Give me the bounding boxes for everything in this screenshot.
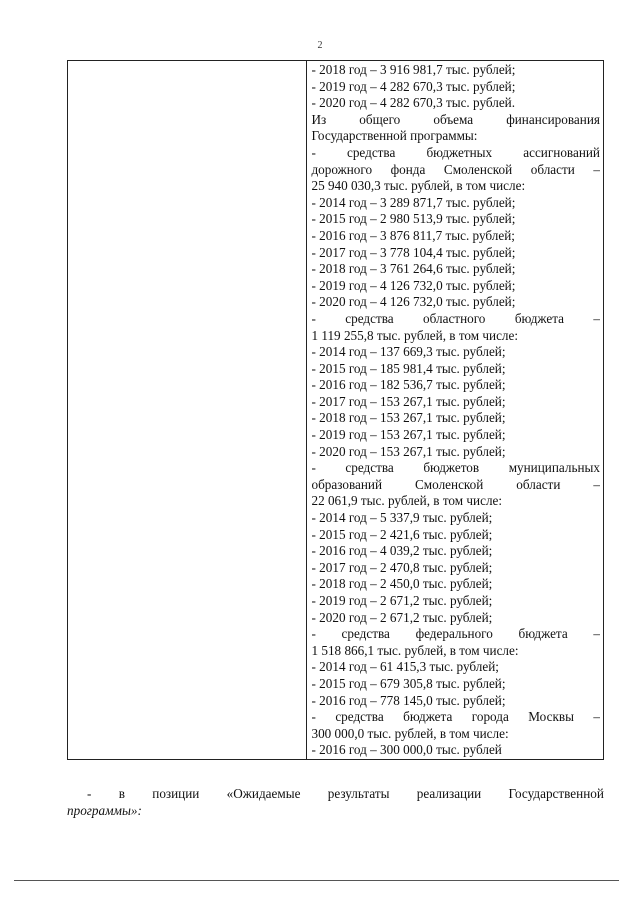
content-line <box>311 112 600 129</box>
content-line <box>311 460 600 477</box>
content-word: финансирования <box>506 111 600 127</box>
content-word: области <box>516 476 561 492</box>
content-word: объема <box>433 111 474 127</box>
amendment-word: в <box>118 786 125 801</box>
content-line: - 2016 год – 182 536,7 тыс. рублей; <box>311 377 506 393</box>
content-word: дорожного <box>311 161 373 177</box>
content-line: - 2016 год – 778 145,0 тыс. рублей; <box>311 692 506 708</box>
content-line: - 2020 год – 4 126 732,0 тыс. рублей; <box>311 294 516 310</box>
content-line: - 2017 год – 2 470,8 тыс. рублей; <box>311 559 493 575</box>
amendment-line-1 <box>67 786 604 803</box>
content-line <box>311 477 600 494</box>
amendment-word: результаты <box>327 786 390 801</box>
content-word: - <box>311 626 316 642</box>
content-word: фонда <box>390 161 426 177</box>
content-word: бюджета <box>514 310 564 326</box>
content-line: - 2015 год – 185 981,4 тыс. рублей; <box>311 360 506 376</box>
content-line: - 2015 год – 2 421,6 тыс. рублей; <box>311 526 493 542</box>
content-word: областного <box>423 310 486 326</box>
content-line <box>311 311 600 328</box>
position-name-cell <box>68 61 307 760</box>
content-word: ассигнований <box>523 144 600 160</box>
content-word: бюджета <box>518 626 568 642</box>
content-line: 25 940 030,3 тыс. рублей, в том числе: <box>311 178 526 194</box>
content-word: федерального <box>415 626 493 642</box>
content-line: 1 518 866,1 тыс. рублей, в том числе: <box>311 642 519 658</box>
content-line: - 2014 год – 137 669,3 тыс. рублей; <box>311 344 506 360</box>
content-line: - 2019 год – 4 126 732,0 тыс. рублей; <box>311 277 516 293</box>
content-line <box>311 162 600 179</box>
amendment-word: позиции <box>152 786 200 801</box>
content-line: - 2020 год – 2 671,2 тыс. рублей; <box>311 609 493 625</box>
content-word: средства <box>345 310 394 326</box>
amendment-word: Государственной <box>508 786 604 801</box>
content-line: - 2017 год – 153 267,1 тыс. рублей; <box>311 393 506 409</box>
content-word: – <box>593 626 600 642</box>
content-word: муниципальных <box>508 460 600 476</box>
amendment-line-2: программы»: <box>67 802 142 818</box>
content-word: бюджетов <box>423 460 480 476</box>
content-word: – <box>593 161 600 177</box>
content-line: 300 000,0 тыс. рублей, в том числе: <box>311 725 509 741</box>
content-line: - 2020 год – 153 267,1 тыс. рублей; <box>311 443 506 459</box>
content-lines <box>307 61 603 759</box>
content-word: Смоленской <box>415 476 484 492</box>
content-line: - 2016 год – 3 876 811,7 тыс. рублей; <box>311 227 515 243</box>
content-line: - 2014 год – 5 337,9 тыс. рублей; <box>311 510 493 526</box>
content-word: - <box>311 310 316 326</box>
content-line: - 2014 год – 61 415,3 тыс. рублей; <box>311 659 499 675</box>
table-row <box>68 61 604 760</box>
content-word: области <box>530 161 575 177</box>
content-word: средства <box>335 709 384 725</box>
content-line: - 2015 год – 2 980 513,9 тыс. рублей; <box>311 211 516 227</box>
content-word: средства <box>346 144 396 160</box>
content-word: Москвы <box>528 709 574 725</box>
content-line: - 2016 год – 4 039,2 тыс. рублей; <box>311 543 493 559</box>
footer-rule <box>14 880 619 881</box>
content-line: - 2020 год – 4 282 670,3 тыс. рублей. <box>311 95 516 111</box>
passport-table <box>67 60 604 760</box>
content-line <box>311 709 600 726</box>
content-line: Государственной программы: <box>311 128 478 144</box>
content-word: – <box>593 310 600 326</box>
content-word: - <box>311 460 316 476</box>
content-word: образований <box>311 476 383 492</box>
content-word: - <box>311 709 316 725</box>
amendment-word: «Ожидаемые <box>226 786 301 801</box>
page-number: 2 <box>317 40 323 51</box>
content-line: - 2018 год – 153 267,1 тыс. рублей; <box>311 410 506 426</box>
content-line: 1 119 255,8 тыс. рублей, в том числе: <box>311 327 519 343</box>
content-line: - 2016 год – 300 000,0 тыс. рублей <box>311 742 502 758</box>
content-word: – <box>593 476 600 492</box>
content-word: средства <box>345 460 394 476</box>
content-line: - 2019 год – 4 282 670,3 тыс. рублей; <box>311 78 516 94</box>
content-word: бюджета <box>403 709 453 725</box>
content-line: - 2019 год – 2 671,2 тыс. рублей; <box>311 593 493 608</box>
content-word: - <box>311 144 316 160</box>
position-content-cell <box>307 61 604 760</box>
content-line: - 2017 год – 3 778 104,4 тыс. рублей; <box>311 244 516 260</box>
content-line: - 2018 год – 3 916 981,7 тыс. рублей; <box>311 62 516 77</box>
content-word: Из <box>311 111 327 127</box>
content-word: – <box>593 709 600 725</box>
content-word: бюджетных <box>426 144 493 160</box>
amendment-word: - <box>87 786 92 801</box>
content-line: - 2018 год – 3 761 264,6 тыс. рублей; <box>311 261 516 277</box>
content-line: - 2018 год – 2 450,0 тыс. рублей; <box>311 576 493 592</box>
content-word: города <box>471 709 509 725</box>
content-word: общего <box>359 111 401 127</box>
content-line: - 2015 год – 679 305,8 тыс. рублей; <box>311 675 506 691</box>
content-word: Смоленской <box>443 161 513 177</box>
content-line: 22 061,9 тыс. рублей, в том числе: <box>311 493 503 509</box>
content-line <box>311 145 600 162</box>
content-line: - 2014 год – 3 289 871,7 тыс. рублей; <box>311 194 516 210</box>
content-word: средства <box>341 626 390 642</box>
content-line: - 2019 год – 153 267,1 тыс. рублей; <box>311 427 506 443</box>
content-line <box>311 626 600 643</box>
amendment-paragraph <box>67 786 604 820</box>
amendment-word: реализации <box>416 786 482 801</box>
